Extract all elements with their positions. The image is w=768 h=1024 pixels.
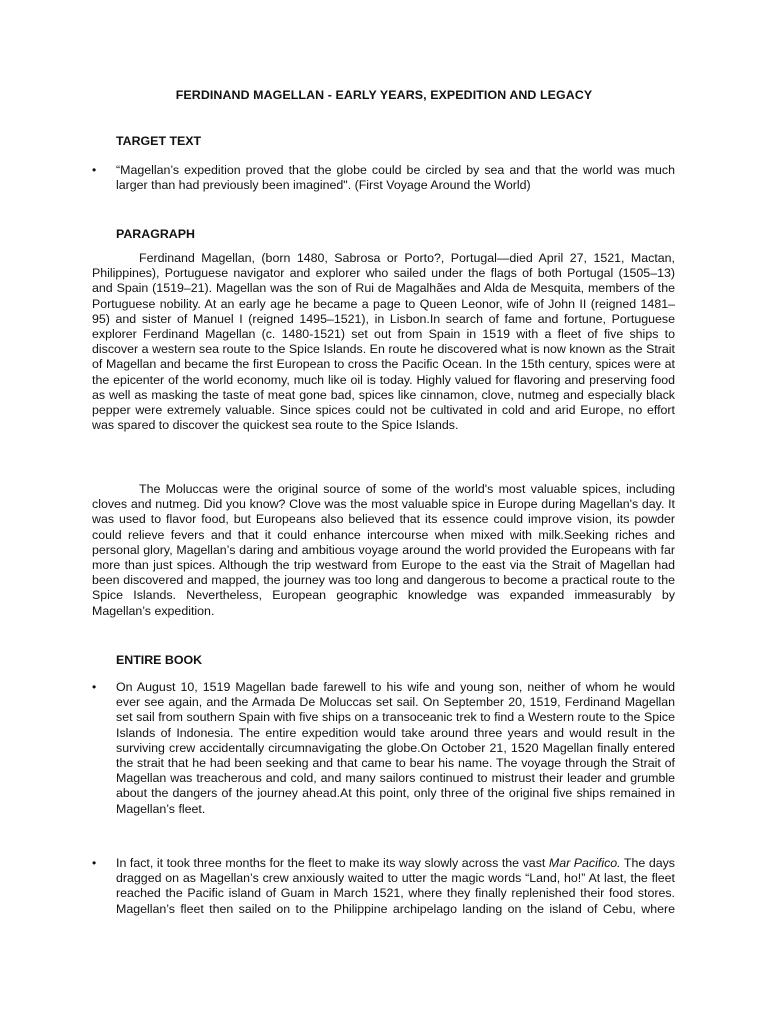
paragraph-2: The Moluccas were the original source of some of the world's most valuable spices, including cloves and nutmeg. Did you know? Clove was the most valuable spice in Europe during Magellan's day. It was used to flavor food, but Europeans also believed that its essence could improve vision, its powder could relieve fevers and that it could enhance intercourse when mixed with milk.Seeking riches and personal glory, Magellan’s daring and ambitious voyage around the world provided the Europeans with far more than just spices. Although the trip westward from Europe to the east via the Strait of Magellan had been discovered and mapped, the journey was too long and dangerous to become a practical route to the Spice Islands. Nevertheless, European geographic knowledge was expanded immeasurably by Magellan’s expedition. — [92, 482, 675, 618]
bullet-2-text-b: The days dragged on as Magellan’s crew anxiously waited to utter the magic words “Land, ho!” At last, the fleet reached the Pacific island of Guam in March 1521, where they finally replenished their food stores. — [116, 856, 676, 901]
entire-book-bullet-2 — [116, 856, 675, 917]
heading-paragraph: PARAGRAPH — [116, 227, 195, 241]
heading-entire-book: ENTIRE BOOK — [116, 653, 203, 667]
bullet-2-text-c: Magellan’s fleet then sailed on to the Philippine archipelago landing on the island of Cebu, where — [116, 901, 675, 916]
entire-book-bullet-1: On August 10, 1519 Magellan bade farewell to his wife and young son, neither of whom he would ever see again, and the Armada De Moluccas set sail. On September 20, 1519, Ferdinand Magellan set sail from southern Spain with five ships on a transoceanic trek to find a Western route to the Spice Islands of Indonesia. The entire expedition would take around three years and would result in the surviving crew accidentally circumnavigating the globe.On October 21, 1520 Magellan finally entered the strait that he had been seeking and that came to bear his name. The voyage through the Strait of Magellan was treacherous and cold, and many sailors continued to mistrust their leader and grumble about the dangers of the journey ahead.At this point, only three of the original five ships remained in Magellan’s fleet. — [116, 680, 675, 816]
bullet-2-body — [116, 856, 675, 902]
paragraph-1: Ferdinand Magellan, (born 1480, Sabrosa or Porto?, Portugal—died April 27, 1521, Mactan, Philippines), Portuguese navigator and explorer who sailed under the flags of both Portugal (1505–13) and Spain (1519–21). Magellan was the son of Rui de Magalhães and Alda de Mesquita, members of the Portuguese nobility. At an early age he became a page to Queen Leonor, wife of John II (reigned 1481–95) and sister of Manuel I (reigned 1495–1521), in Lisbon.In search of fame and fortune, Portuguese explorer Ferdinand Magellan (c. 1480-1521) set out from Spain in 1519 with a fleet of five ships to discover a western sea route to the Spice Islands. En route he discovered what is now known as the Strait of Magellan and became the first European to cross the Pacific Ocean. In the 15th century, spices were at the epicenter of the world economy, much like oil is today. Highly valued for flavoring and preserving food as well as masking the taste of meat gone bad, spices like cinnamon, clove, nutmeg and especially black pepper were extremely valuable. Since spices could not be cultivated in cold and arid Europe, no effort was spared to discover the quickest sea route to the Spice Islands. — [92, 251, 675, 433]
bullet-2-text-a: In fact, it took three months for the fleet to make its way slowly across the vast — [116, 856, 549, 870]
bullet-icon: • — [92, 856, 97, 870]
bullet-icon: • — [92, 680, 97, 694]
heading-target-text: TARGET TEXT — [116, 134, 202, 148]
target-text-quote: “Magellan’s expedition proved that the globe could be circled by sea and that the world was much larger than had previously been imagined". (First Voyage Around the World) — [116, 163, 675, 193]
document-title: FERDINAND MAGELLAN - EARLY YEARS, EXPEDITION AND LEGACY — [175, 88, 593, 102]
bullet-2-emphasis: Mar Pacifico. — [548, 856, 621, 870]
bullet-icon: • — [92, 163, 97, 177]
